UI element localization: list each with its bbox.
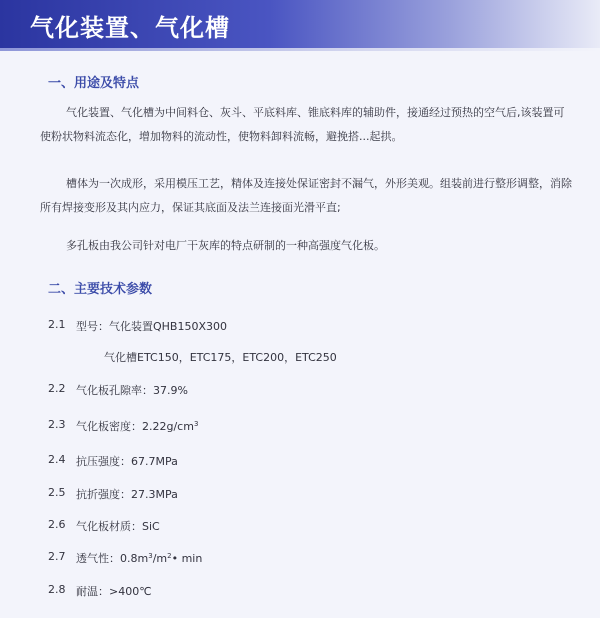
banner-divider xyxy=(0,48,600,51)
spec-model-trough: 气化槽ETC150，ETC175，ETC200，ETC250 xyxy=(104,351,337,364)
spec-permeability: 透气性：$0.8m^3/m^2•$ min xyxy=(76,552,203,565)
spec-number: 2.6 xyxy=(48,518,66,531)
spec-number: 2.3 xyxy=(48,418,66,431)
spec-density: 气化板密度：$2.22g/cm^3$ xyxy=(76,420,199,433)
title-banner xyxy=(0,0,600,48)
spec-number: 2.7 xyxy=(48,550,66,563)
spec-temperature-resistance: 耐温：>400℃ xyxy=(76,585,152,598)
spec-number: 2.2 xyxy=(48,382,66,395)
spec-model: 型号：气化装置QHB150X300 xyxy=(76,320,228,333)
spec-number: 2.1 xyxy=(48,318,66,331)
paragraph-porous-plate: 多孔板由我公司针对电厂干灰库的特点研制的一种高强度气化板。 xyxy=(66,239,385,252)
spec-flexural-strength: 抗折强度：27.3MPa xyxy=(76,488,178,501)
paragraph-usage: 气化装置、气化槽为中间料仓、灰斗、平底料库、锥底料库的辅助件，接通经过预热的空气后,该装置可使粉状物料流态化，增加物料的流动性，使物料卸料流畅，避挽搭...起拱。 xyxy=(40,106,565,143)
spec-material: 气化板材质：SiC xyxy=(76,520,160,533)
paragraph-body: 槽体为一次成形，采用模压工艺，精体及连接处保证密封不漏气，外形美观。组装前进行整形调整，消除所有焊接变形及其内应力，保证其底面及法兰连接面光滑平直; xyxy=(40,177,572,214)
spec-compressive-strength: 抗压强度：67.7MPa xyxy=(76,455,178,468)
spec-number: 2.4 xyxy=(48,453,66,466)
spec-number: 2.8 xyxy=(48,583,66,596)
spec-number: 2.5 xyxy=(48,486,66,499)
page-title: 气化装置、气化槽 xyxy=(30,14,230,42)
section-heading-specs: 二、主要技术参数 xyxy=(48,282,153,297)
section-heading-usage: 一、用途及特点 xyxy=(48,76,140,91)
spec-porosity: 气化板孔隙率：37.9% xyxy=(76,384,188,397)
